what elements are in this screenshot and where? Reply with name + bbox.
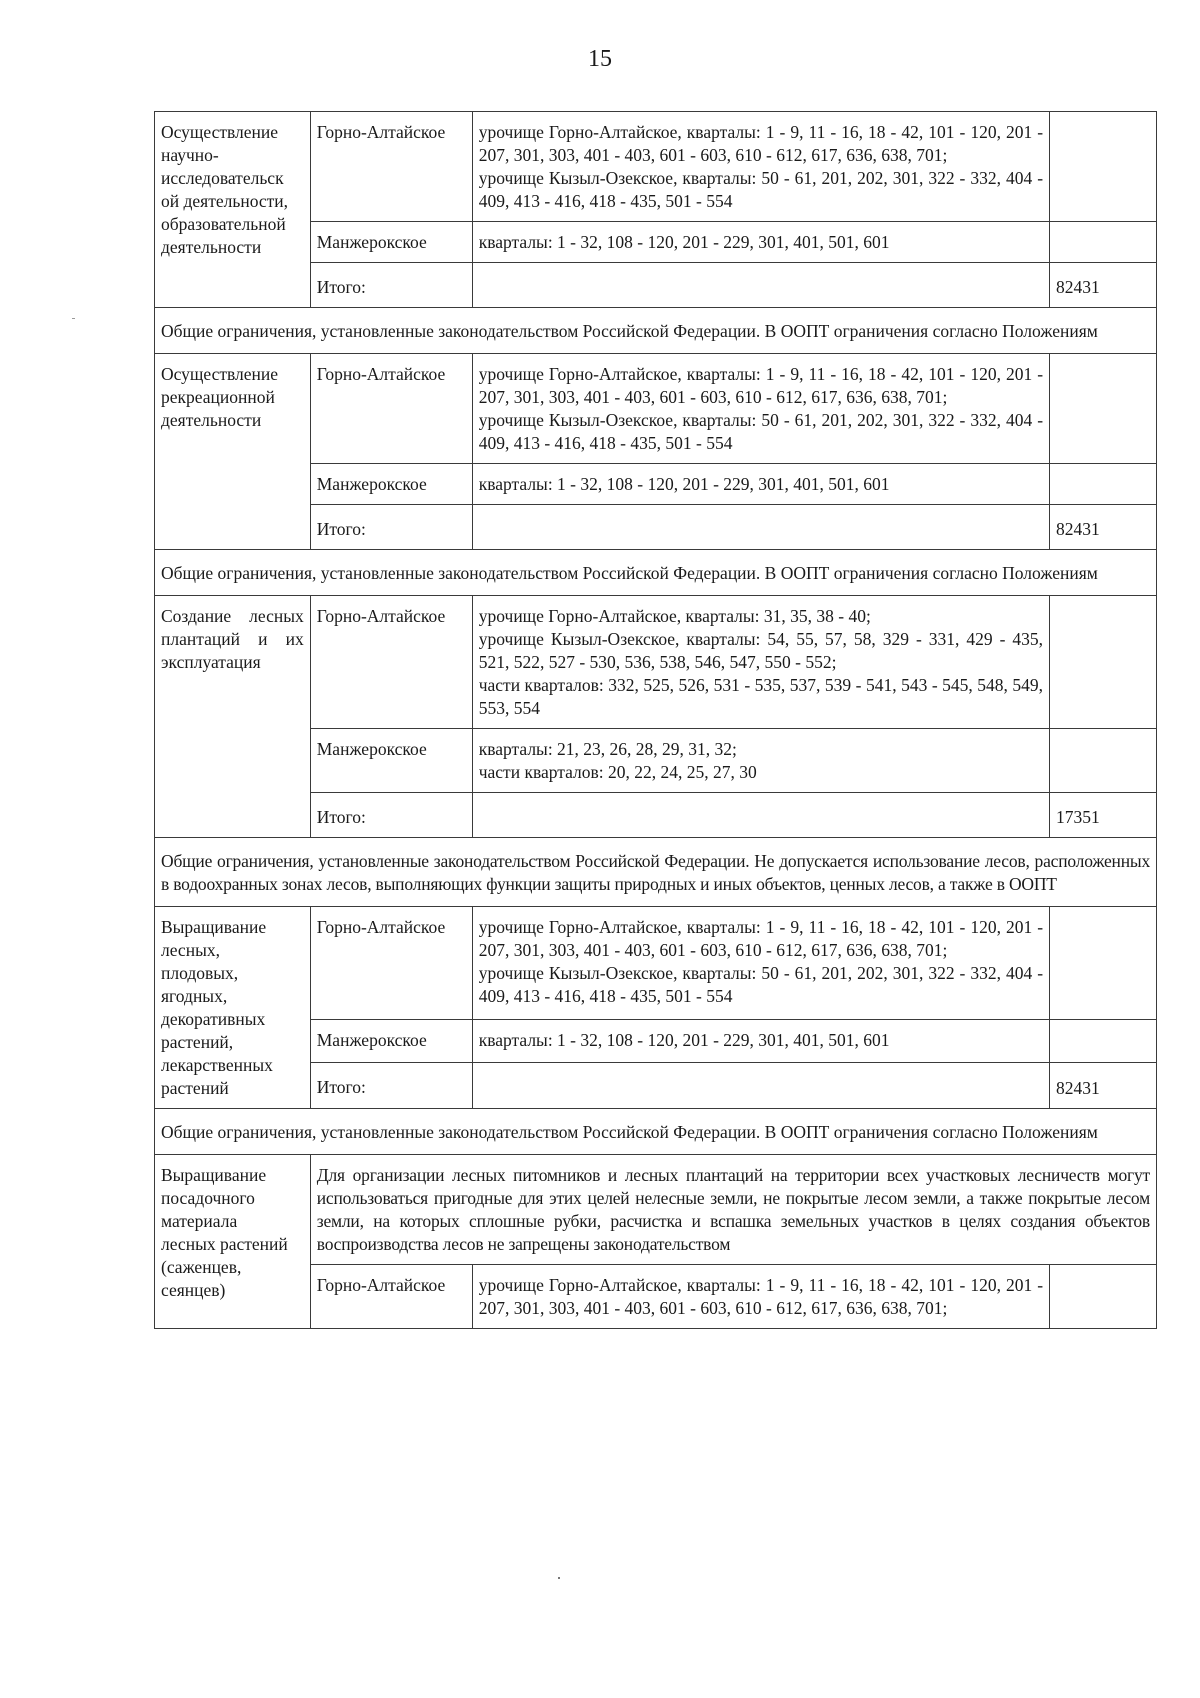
total-value: 82431 bbox=[1050, 1062, 1157, 1108]
table-row bbox=[155, 907, 1157, 1020]
area-cell bbox=[1050, 464, 1157, 505]
total-label: Итого: bbox=[310, 1062, 472, 1108]
forestry-cell: Горно-Алтайское bbox=[310, 354, 472, 464]
general-restrictions-text: Общие ограничения, установленные законодательством Российской Федерации. Не допускается использование лесов, расположенных в водоохранных зонах лесов, выполняющих функции защиты природных и иных объектов, ценных лесов, а также в ООПТ bbox=[155, 838, 1157, 907]
empty-cell bbox=[472, 263, 1049, 308]
empty-cell bbox=[472, 1062, 1049, 1108]
forestry-cell: Манжерокское bbox=[310, 1020, 472, 1062]
general-restrictions-row bbox=[155, 838, 1157, 907]
activity-cell: Выращивание лесных, плодовых, ягодных, декоративных растений, лекарственных растений bbox=[155, 907, 311, 1109]
activity-cell: Выращивание посадочного материала лесных растений (саженцев, сеянцев) bbox=[155, 1155, 311, 1329]
quarters-cell: урочище Горно-Алтайское, кварталы: 1 - 9, 11 - 16, 18 - 42, 101 - 120, 201 - 207, 301, 303, 401 - 403, 601 - 603, 610 - 612, 617, 636, 638, 701; урочище Кызыл-Озекское, кварталы: 50 - 61, 201, 202, 301, 322 - 332, 404 - 409, 413 - 416, 418 - 435, 501 - 554 bbox=[472, 112, 1049, 222]
total-label: Итого: bbox=[310, 793, 472, 838]
total-value: 82431 bbox=[1050, 505, 1157, 550]
quarters-cell: урочище Горно-Алтайское, кварталы: 31, 35, 38 - 40; урочище Кызыл-Озекское, кварталы: 54, 55, 57, 58, 329 - 331, 429 - 435, 521, 522, 527 - 530, 536, 538, 546, 547, 550 - 552; части кварталов: 332, 525, 526, 531 - 535, 537, 539 - 541, 543 - 545, 548, 549, 553, 554 bbox=[472, 596, 1049, 729]
quarters-cell: кварталы: 1 - 32, 108 - 120, 201 - 229, 301, 401, 501, 601 bbox=[472, 222, 1049, 263]
empty-cell bbox=[472, 793, 1049, 838]
area-cell bbox=[1050, 222, 1157, 263]
forestry-cell: Горно-Алтайское bbox=[310, 112, 472, 222]
quarters-cell: кварталы: 21, 23, 26, 28, 29, 31, 32; части кварталов: 20, 22, 24, 25, 27, 30 bbox=[472, 729, 1049, 793]
area-cell bbox=[1050, 1020, 1157, 1062]
activity-cell: Осуществление научно- исследовательск ой деятельности, образовательной деятельности bbox=[155, 112, 311, 308]
table-row bbox=[155, 112, 1157, 222]
area-cell bbox=[1050, 729, 1157, 793]
activity-cell: Осуществление рекреационной деятельности bbox=[155, 354, 311, 550]
area-cell bbox=[1050, 354, 1157, 464]
general-restrictions-text: Общие ограничения, установленные законодательством Российской Федерации. В ООПТ ограничения согласно Положениям bbox=[155, 1109, 1157, 1155]
general-restrictions-row bbox=[155, 1109, 1157, 1155]
area-cell bbox=[1050, 907, 1157, 1020]
empty-cell bbox=[472, 505, 1049, 550]
nursery-note: Для организации лесных питомников и лесных плантаций на территории всех участковых лесничеств могут использоваться пригодные для этих целей нелесные земли, не покрытые лесом земли, а также покрытые лесом земли, на которых сплошные рубки, расчистка и вспашка земельных участков в целях создания объектов воспроизводства лесов не запрещены законодательством bbox=[310, 1155, 1156, 1265]
forestry-cell: Манжерокское bbox=[310, 464, 472, 505]
forest-use-table bbox=[154, 111, 1157, 1329]
general-restrictions-text: Общие ограничения, установленные законодательством Российской Федерации. В ООПТ ограничения согласно Положениям bbox=[155, 308, 1157, 354]
page-number: 15 bbox=[588, 46, 612, 72]
table-row bbox=[155, 596, 1157, 729]
forestry-cell: Горно-Алтайское bbox=[310, 1265, 472, 1329]
quarters-cell: кварталы: 1 - 32, 108 - 120, 201 - 229, 301, 401, 501, 601 bbox=[472, 464, 1049, 505]
area-cell bbox=[1050, 1265, 1157, 1329]
area-cell bbox=[1050, 596, 1157, 729]
quarters-cell: урочище Горно-Алтайское, кварталы: 1 - 9, 11 - 16, 18 - 42, 101 - 120, 201 - 207, 301, 303, 401 - 403, 601 - 603, 610 - 612, 617, 636, 638, 701; урочище Кызыл-Озекское, кварталы: 50 - 61, 201, 202, 301, 322 - 332, 404 - 409, 413 - 416, 418 - 435, 501 - 554 bbox=[472, 354, 1049, 464]
total-value: 17351 bbox=[1050, 793, 1157, 838]
forestry-cell: Манжерокское bbox=[310, 729, 472, 793]
table-row bbox=[155, 354, 1157, 464]
total-value: 82431 bbox=[1050, 263, 1157, 308]
activity-cell: Создание лесных плантаций и их эксплуатация bbox=[155, 596, 311, 838]
table-row bbox=[155, 1155, 1157, 1265]
scan-speck bbox=[72, 318, 75, 319]
total-label: Итого: bbox=[310, 263, 472, 308]
general-restrictions-row bbox=[155, 550, 1157, 596]
forestry-cell: Горно-Алтайское bbox=[310, 907, 472, 1020]
general-restrictions-text: Общие ограничения, установленные законодательством Российской Федерации. В ООПТ ограничения согласно Положениям bbox=[155, 550, 1157, 596]
general-restrictions-row bbox=[155, 308, 1157, 354]
scan-speck bbox=[558, 1577, 560, 1579]
quarters-cell: кварталы: 1 - 32, 108 - 120, 201 - 229, 301, 401, 501, 601 bbox=[472, 1020, 1049, 1062]
total-label: Итого: bbox=[310, 505, 472, 550]
forestry-cell: Манжерокское bbox=[310, 222, 472, 263]
area-cell bbox=[1050, 112, 1157, 222]
quarters-cell: урочище Горно-Алтайское, кварталы: 1 - 9, 11 - 16, 18 - 42, 101 - 120, 201 - 207, 301, 303, 401 - 403, 601 - 603, 610 - 612, 617, 636, 638, 701; урочище Кызыл-Озекское, кварталы: 50 - 61, 201, 202, 301, 322 - 332, 404 - 409, 413 - 416, 418 - 435, 501 - 554 bbox=[472, 907, 1049, 1020]
quarters-cell: урочище Горно-Алтайское, кварталы: 1 - 9, 11 - 16, 18 - 42, 101 - 120, 201 - 207, 301, 303, 401 - 403, 601 - 603, 610 - 612, 617, 636, 638, 701; bbox=[472, 1265, 1049, 1329]
forestry-cell: Горно-Алтайское bbox=[310, 596, 472, 729]
